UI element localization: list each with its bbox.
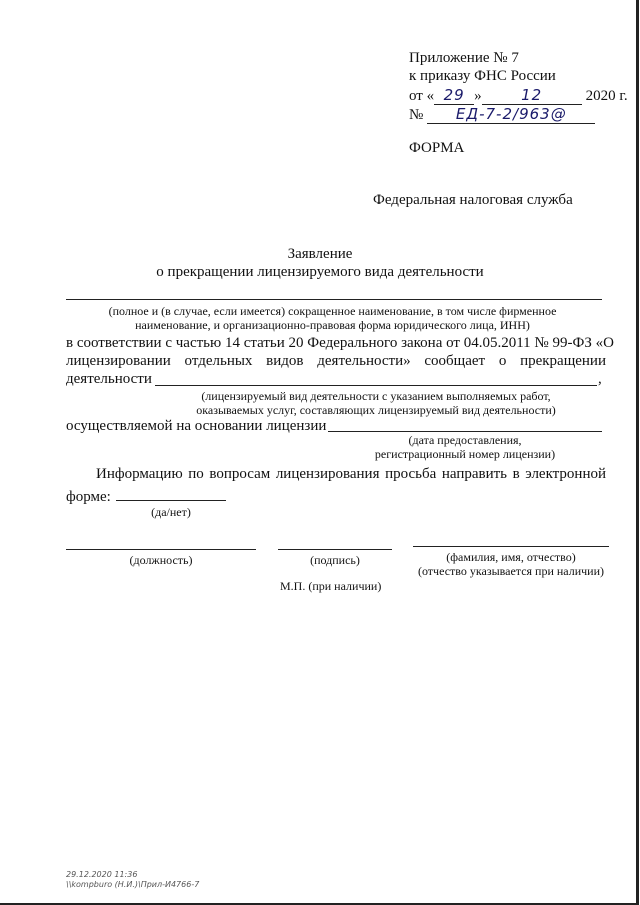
signature-hint: (подпись) (310, 553, 360, 567)
stamp-label: М.П. (при наличии) (280, 579, 382, 593)
full-name-note: (отчество указывается при наличии) (417, 564, 605, 578)
date-year: 2020 г. (585, 88, 628, 104)
date-prefix: от « (409, 88, 435, 104)
date-month: 12 (482, 86, 582, 105)
date-mid: » (474, 88, 482, 104)
body-text-line-1: в соответствии с частью 14 статьи 20 Федерального закона от 04.05.2011 № 99-ФЗ «О (66, 335, 614, 351)
license-text: осуществляемой на основании лицензии (66, 418, 327, 434)
organization-hint-2: наименование, и организационно-правовая форма юридического лица, ИНН) (135, 318, 530, 332)
order-number-row (409, 105, 595, 124)
license-hint-1: (дата предоставления, (408, 433, 522, 447)
signature-field-line[interactable] (278, 549, 392, 550)
info-text-line-2: форме: (66, 489, 111, 505)
activity-hint-2: оказываемых услуг, составляющих лицензируемый вид деятельности) (196, 403, 556, 417)
position-hint: (должность) (129, 553, 193, 567)
info-text-line-1: Информацию по вопросам лицензирования просьба направить в электронной (96, 466, 606, 482)
license-field-line[interactable] (328, 431, 602, 432)
footer-file-path: \\kompburo (Н.И.)\Прил-И4766-7 (66, 880, 200, 889)
position-field-line[interactable] (66, 549, 256, 550)
activity-comma: , (598, 371, 602, 387)
organization-hint-1: (полное и (в случае, если имеется) сокращенное наименование, в том числе фирменное (108, 304, 557, 318)
yes-no-hint: (да/нет) (151, 505, 191, 519)
activity-field-line[interactable] (155, 385, 597, 386)
activity-hint-1: (лицензируемый вид деятельности с указанием выполняемых работ, (201, 389, 551, 403)
organization-field-line[interactable] (66, 299, 602, 300)
document-subtitle: о прекращении лицензируемого вида деятельности (156, 264, 484, 280)
body-text-line-2: лицензировании отдельных видов деятельности» сообщает о прекращении (66, 353, 606, 369)
document-title: Заявление (287, 246, 353, 262)
full-name-hint: (фамилия, имя, отчество) (446, 550, 576, 564)
footer-timestamp: 29.12.2020 11:36 (66, 870, 138, 879)
license-hint-2: регистрационный номер лицензии) (374, 447, 556, 461)
order-reference: к приказу ФНС России (409, 68, 556, 84)
date-day: 29 (434, 86, 474, 105)
full-name-field-line[interactable] (413, 546, 609, 547)
form-label: ФОРМА (409, 140, 465, 156)
body-text-line-3: деятельности (66, 371, 152, 387)
order-date-row (409, 86, 628, 105)
appendix-label: Приложение № 7 (409, 50, 519, 66)
yes-no-field-line[interactable] (116, 500, 226, 501)
recipient: Федеральная налоговая служба (373, 192, 573, 208)
order-number: ЕД-7-2/963@ (427, 105, 595, 124)
number-prefix: № (409, 107, 424, 123)
